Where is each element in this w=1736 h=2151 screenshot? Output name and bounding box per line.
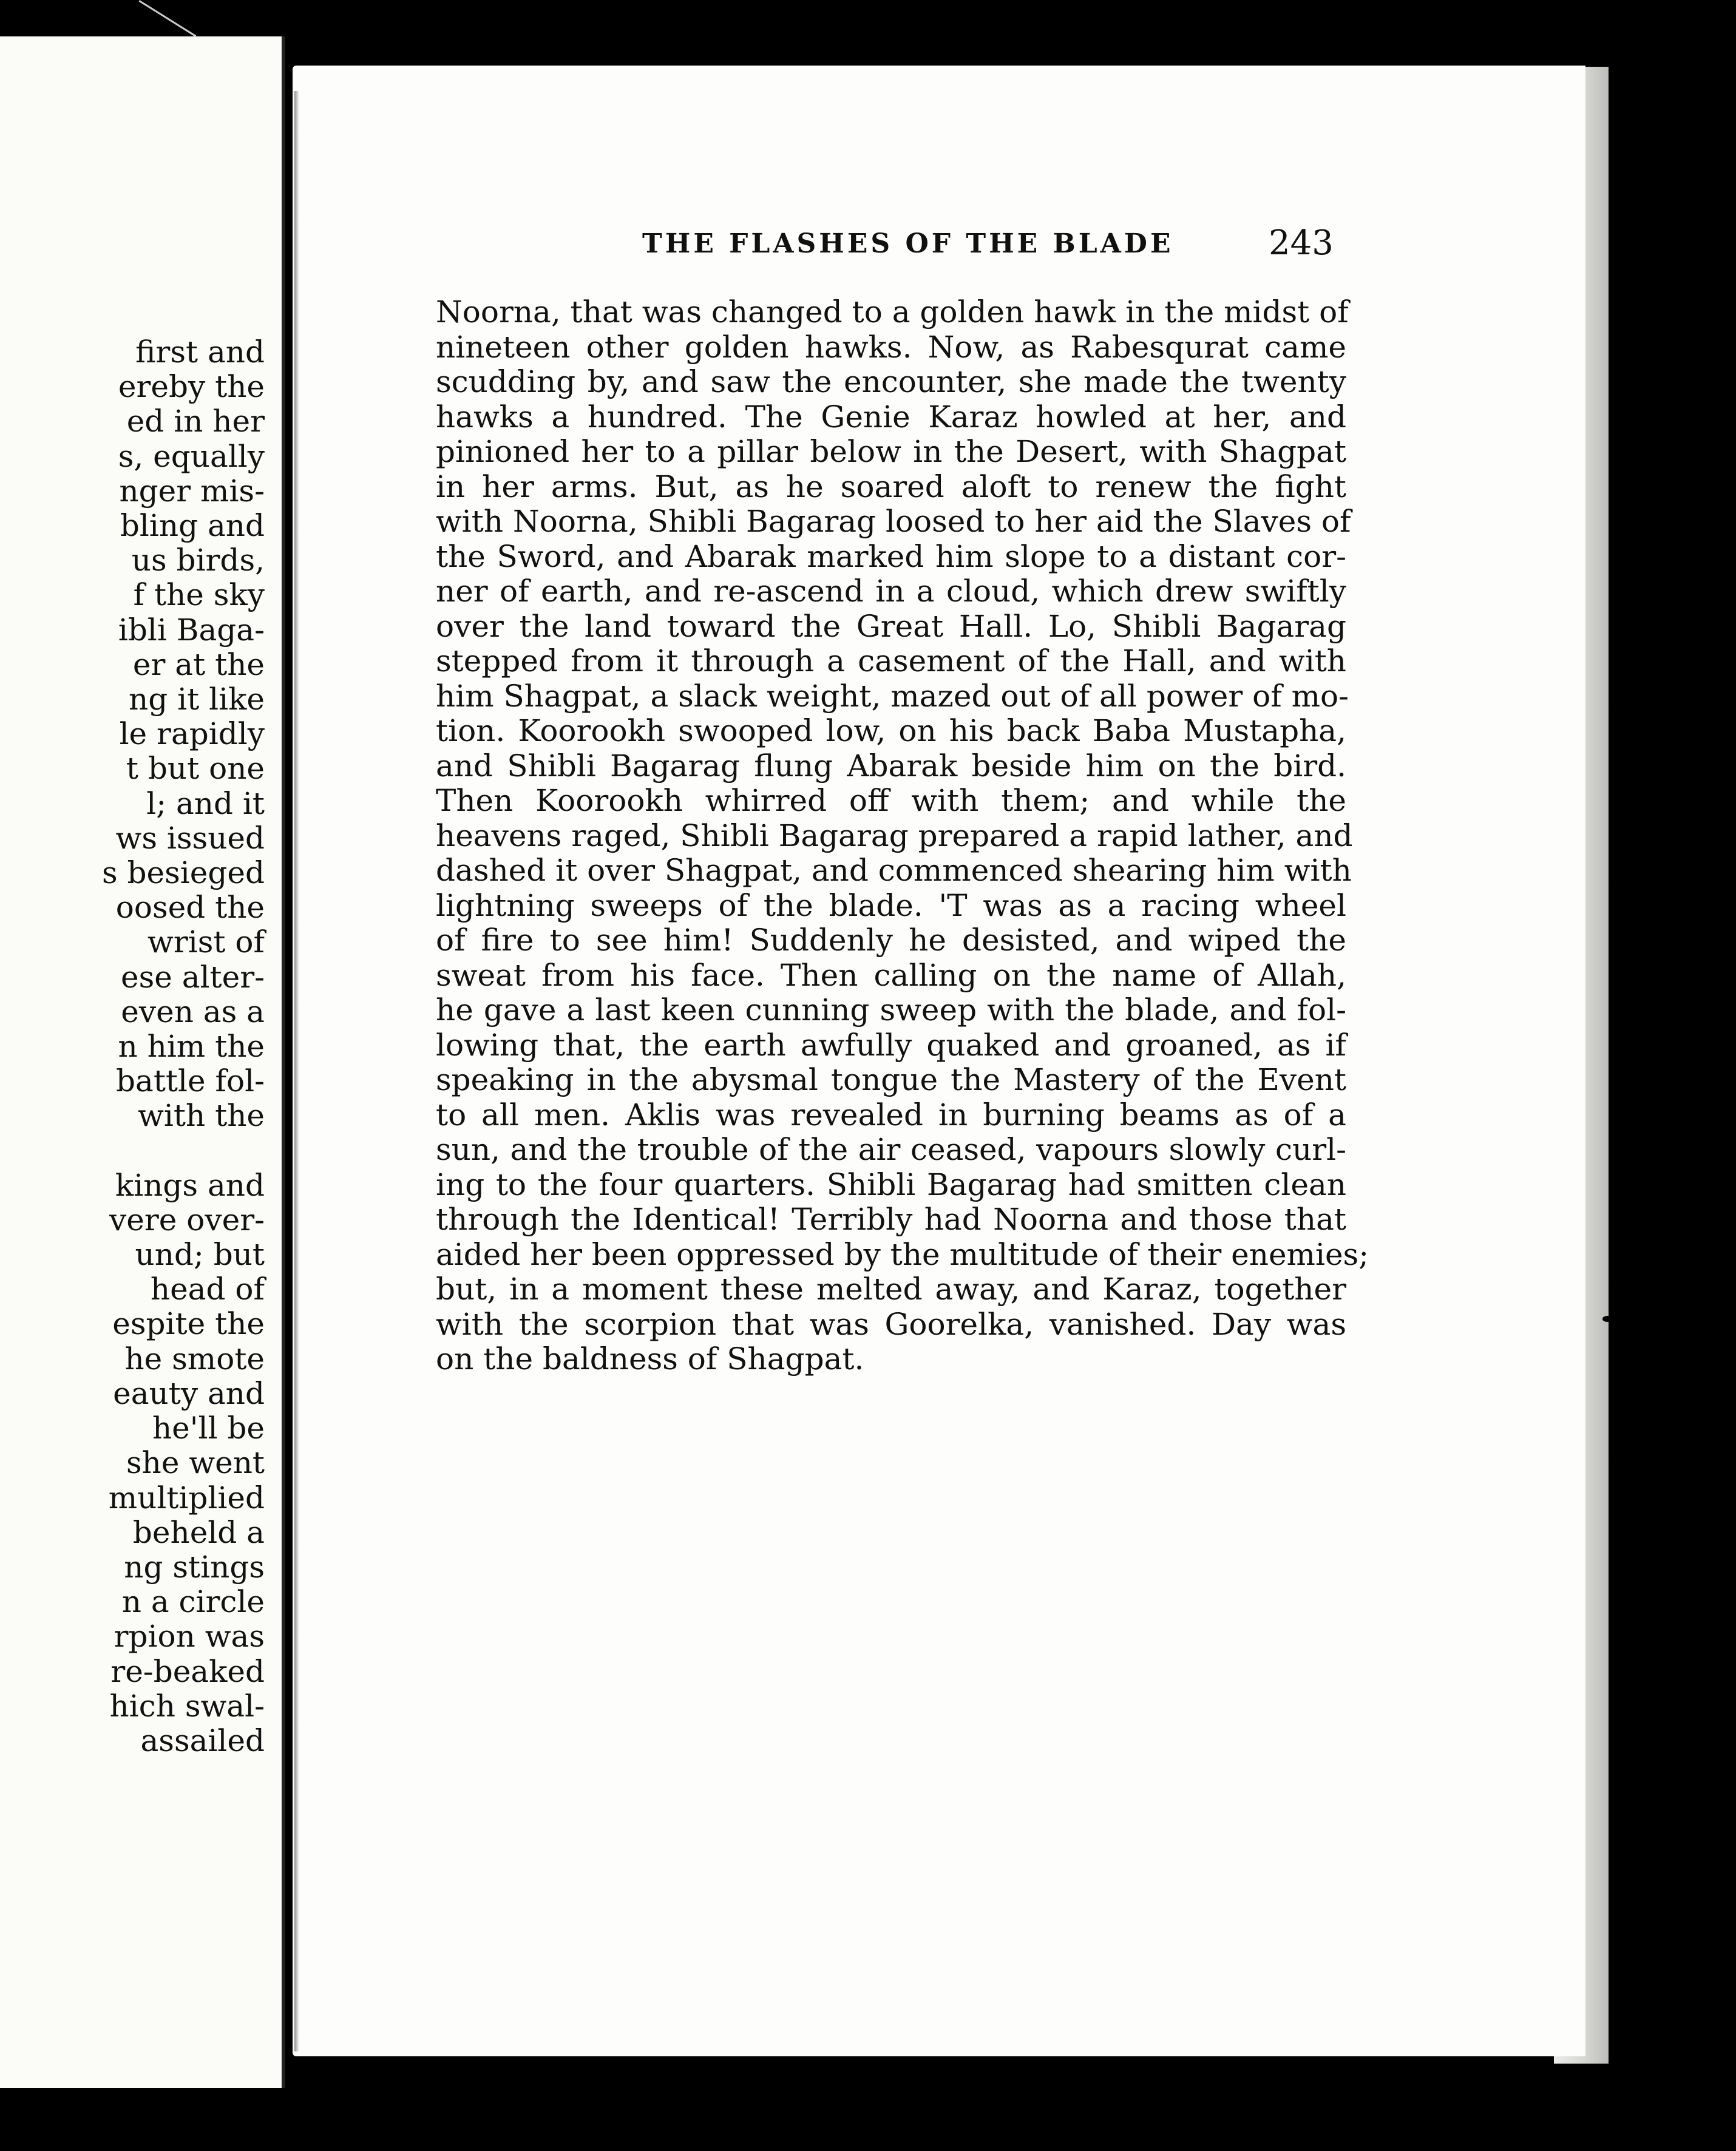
left-line: head of [150, 1272, 265, 1307]
left-line: hich swal- [109, 1688, 265, 1724]
text-line: scudding by, and saw the encounter, she made the twenty [436, 364, 1346, 399]
text-line: and Shibli Bagarag flung Abarak beside him on the bird. [436, 748, 1346, 784]
left-line: oosed the [115, 890, 265, 926]
text-line: nineteen other golden hawks. Now, as Rabesqurat came [436, 329, 1346, 365]
text-line: pinioned her to a pillar below in the Desert, with Shagpat [436, 434, 1346, 469]
text-line: lowing that, the earth awfully quaked and groaned, as if [436, 1027, 1346, 1063]
left-line: she went [126, 1445, 265, 1481]
text-line: lightning sweeps of the blade. 'T was as a racing wheel [436, 887, 1346, 923]
left-line: beheld a [132, 1514, 265, 1550]
left-line: battle fol- [116, 1063, 265, 1099]
text-line: him Shagpat, a slack weight, mazed out of all power of mo- [436, 678, 1349, 714]
text-line: Then Koorookh whirred off with them; and while the [436, 783, 1346, 818]
left-line: ws issued [115, 820, 265, 856]
left-line: ibli Baga- [118, 612, 265, 648]
left-line: t but one [126, 751, 265, 787]
text-line: sweat from his face. Then calling on the name of Allah, [436, 957, 1346, 993]
left-line: even as a [121, 994, 265, 1029]
text-line: speaking in the abysmal tongue the Mastery of the Event [436, 1062, 1346, 1097]
left-line: s, equally [118, 438, 265, 474]
text-line: ner of earth, and re-ascend in a cloud, which drew swiftly [436, 574, 1346, 609]
left-line: le rapidly [119, 716, 265, 752]
text-line: stepped from it through a casement of the Hall, and with [436, 643, 1346, 679]
left-line: und; but [135, 1237, 265, 1273]
paragraph-gap [10, 1134, 265, 1168]
text-line: of fire to see him! Suddenly he desisted, and wiped the [436, 923, 1346, 958]
ink-speck [1677, 203, 1685, 214]
left-facing-page [0, 36, 285, 2088]
left-line: kings and [115, 1167, 265, 1203]
left-line: re-beaked [110, 1653, 265, 1689]
text-line: sun, and the trouble of the air ceased, vapours slowly curl- [436, 1132, 1346, 1167]
left-line: ng it like [129, 682, 265, 717]
text-line: on the baldness of Shagpat. [436, 1341, 864, 1377]
left-line: us birds, [131, 543, 265, 578]
left-line: l; and it [146, 785, 265, 821]
left-page-text [10, 335, 265, 1758]
text-line: heavens raged, Shibli Bagarag prepared a rapid lather, and [436, 818, 1353, 853]
text-line: hawks a hundred. The Genie Karaz howled at her, and [436, 399, 1346, 435]
page-number: 243 [1269, 223, 1334, 263]
text-line: to all men. Aklis was revealed in burning beams as of a [436, 1097, 1346, 1133]
left-line: vere over- [109, 1202, 265, 1238]
left-line: assailed [140, 1722, 265, 1758]
left-line: nger mis- [119, 473, 265, 509]
running-head: THE FLASHES OF THE BLADE [642, 228, 1174, 259]
text-line: tion. Koorookh swooped low, on his back Baba Mustapha, [436, 713, 1346, 748]
body-text [436, 294, 1369, 1377]
text-line: ing to the four quarters. Shibli Bagarag had smitten clean [436, 1167, 1346, 1202]
gutter-shadow [282, 36, 285, 2088]
left-line: f the sky [133, 577, 265, 613]
text-line: aided her been oppressed by the multitude of their enemies; [436, 1236, 1369, 1272]
text-line: Noorna, that was changed to a golden hawk in the midst of [436, 294, 1349, 330]
text-line: but, in a moment these melted away, and Karaz, together [436, 1272, 1346, 1307]
binding-shadow [294, 91, 299, 2051]
left-line: he'll be [152, 1411, 265, 1446]
text-line: with the scorpion that was Goorelka, vanished. Day was [436, 1306, 1346, 1342]
left-line: n a circle [121, 1584, 265, 1620]
text-line: the Sword, and Abarak marked him slope to a distant cor- [436, 538, 1346, 574]
left-line: wrist of [147, 924, 265, 960]
text-line: in her arms. But, as he soared aloft to renew the fight [436, 469, 1346, 504]
left-line: s besieged [102, 855, 265, 891]
left-line: ng stings [124, 1549, 265, 1585]
text-line: he gave a last keen cunning sweep with the blade, and fol- [436, 992, 1346, 1028]
left-line: ese alter- [120, 959, 265, 995]
text-line: through the Identical! Terribly had Noorna and those that [436, 1202, 1346, 1237]
text-line: with Noorna, Shibli Bagarag loosed to her aid the Slaves of [436, 504, 1351, 539]
left-line: er at the [132, 646, 265, 682]
left-line: eauty and [113, 1375, 265, 1411]
text-line: dashed it over Shagpat, and commenced shearing him with [436, 853, 1352, 888]
left-line: rpion was [114, 1619, 265, 1655]
left-line: ed in her [126, 404, 265, 439]
left-line: first and [135, 334, 265, 370]
left-line: bling and [120, 508, 265, 544]
text-line: over the land toward the Great Hall. Lo, Shibli Bagarag [436, 608, 1346, 644]
ink-speck [1602, 1316, 1612, 1322]
left-line: espite the [112, 1306, 265, 1342]
left-line: n him the [118, 1029, 265, 1065]
left-line: multiplied [108, 1480, 265, 1516]
left-line: with the [138, 1098, 265, 1134]
left-line: he smote [124, 1341, 265, 1377]
left-line: ereby the [118, 369, 265, 405]
